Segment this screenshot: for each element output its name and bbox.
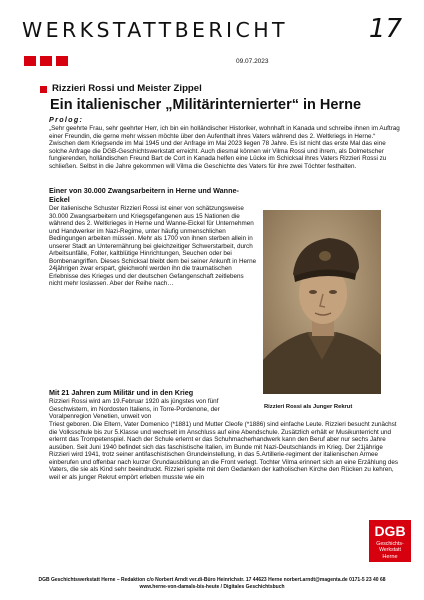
article-kicker: Rizzieri Rossi und Meister Zippel [52,83,202,94]
article-headline: Ein italienischer „Militärinternierter“ in Herne [50,97,362,113]
photo-caption: Rizzieri Rossi als Junger Rekrut [264,404,353,410]
issue-number: 17 [368,14,402,44]
section2-text-narrow: Rizzieri Rossi wird am 19.Februar 1920 als jüngstes von fünf Geschwistern, im Nordosten Italiens, in Torre-Pordenone, der Voralpenregion Venetien, unweit von [49,398,220,421]
footer-contact: DGB Geschichtswerkstatt Herne – Redaktion c/o Norbert Arndt ver.di-Büro Heinrichstr. 17 44623 Herne norbert.arndt@magenta.de 0171-5 23 40 68 [38,577,386,583]
prolog-text: „Sehr geehrte Frau, sehr geehrter Herr, ich bin ein holländischer Historiker, wohnhaft in Kanada und schreibe ihnen im Auftrag einer Freundin, die gerne mehr wissen möchte über den Aufenthalt ihres Vaters während des 2. Weltkriegs in Herne.“ Zwischen dem Kriegsende im Mai 1945 und der Anfrage im Mai 2023 liegen 78 Jahre. Es ist nicht das erste Mal das eine solche Anfrage die DGB-Geschichtswerkstatt erreicht. Auch diesmal können wir Vilma Rossi und ihrem, als Dolmetscher fungierenden, holländischen Freund Bart de Cort in Kanada helfen eine Lücke im Schicksal ihres Vaters Rizzieri Rossi zu schließen. Selbst in die Jahre gekommen will Vilma die Geschichte des Vaters für ihre zwei Töchter festhalten. [49,125,400,170]
recruit-photo [263,210,381,394]
svg-text:Geschichts-: Geschichts- [376,541,404,547]
section1-text: Der italienische Schuster Rizzieri Rossi ist einer von schätzungsweise 30.000 Zwangsarbeitern und Kriegsgefangenen aus 15 Nationen die während des 2. Weltkrieges in Herne und Wanne-Eickel für Unternehmen und Handwerker im Nazi-Regime, unter häufig unmenschlichen Bedingungen arbeiten müssen. Mehr als 1700 von ihnen sterben allein in unserer Stadt an Unterernährung bei gleichzeitiger Schwerstarbeit, durch Arbeitsunfälle, Folter, kaltblütige Hinrichtungen, Seuchen oder bei Bombenangriffen. Dieses Schicksal bleibt dem bei seiner Ankunft in Herne 24jährigen zwar erspart, gleichwohl werden ihn die traumatischen Erlebnisse des Krieges und der deutschen Gefangenschaft zeitlebens nicht mehr loslassen. Aber der Reihe nach… [49,205,257,288]
section2-heading: Mit 21 Jahren zum Militär und in den Krieg [49,388,194,397]
section2-text-wide: Triest geboren. Die Eltern, Vater Domenico (*1881) und Mutter Cleofe (*1886) sind einfache Leute. Rizzieri besucht zunächst die Volksschule bis zur 5.Klasse und wechselt im Anschluss auf eine Abendschule. Zusätzlich erhält er Musikunterricht und erlernt das Trompetenspiel. Nach der Schule erlernt er das Schuhmacherhandwerk kann den Beruf aber nur sechs Jahre ausüben. Seit Juni 1940 befindet sich das faschistische Italien, im Bunde mit Nazi-Deutschlands im Krieg. Der 21jährige Rizzieri wird 1941, trotz seiner antifaschistischen Grundeinstellung, in das 5.Artillerie-regiment der italienischen Armee einberufen und offenbar nach kurzer Grundausbildung an die Front verlegt. Tochter Vilma erinnert sich an eine Erzählung des Vaters, die sie als Kind sehr beeindruckt. Rizzieri spielte mit dem Gedanken der katholischen Kirche den Rücken zu kehren, weil er als junger Rekrut empört erleben musste wie ein [49,421,398,481]
footer-website: www.herne-von-damals-bis-heute / Digitales Geschichtsbuch [139,583,285,590]
dgb-geschichtswerkstatt-logo [369,520,411,562]
red-squares-decoration [24,56,68,66]
masthead [22,14,412,48]
footer [0,577,424,590]
prolog-heading: Prolog: [49,115,84,124]
section1-heading: Einer von 30.000 Zwangsarbeitern in Herne und Wanne-Eickel [49,186,239,204]
kicker-square-icon [40,86,47,93]
svg-text:Herne: Herne [382,554,398,560]
svg-text:DGB: DGB [374,523,406,539]
newsletter-title: WERKSTATTBERICHT [22,18,288,42]
svg-text:Werkstatt: Werkstatt [379,547,401,553]
publication-date: 09.07.2023 [236,58,269,65]
